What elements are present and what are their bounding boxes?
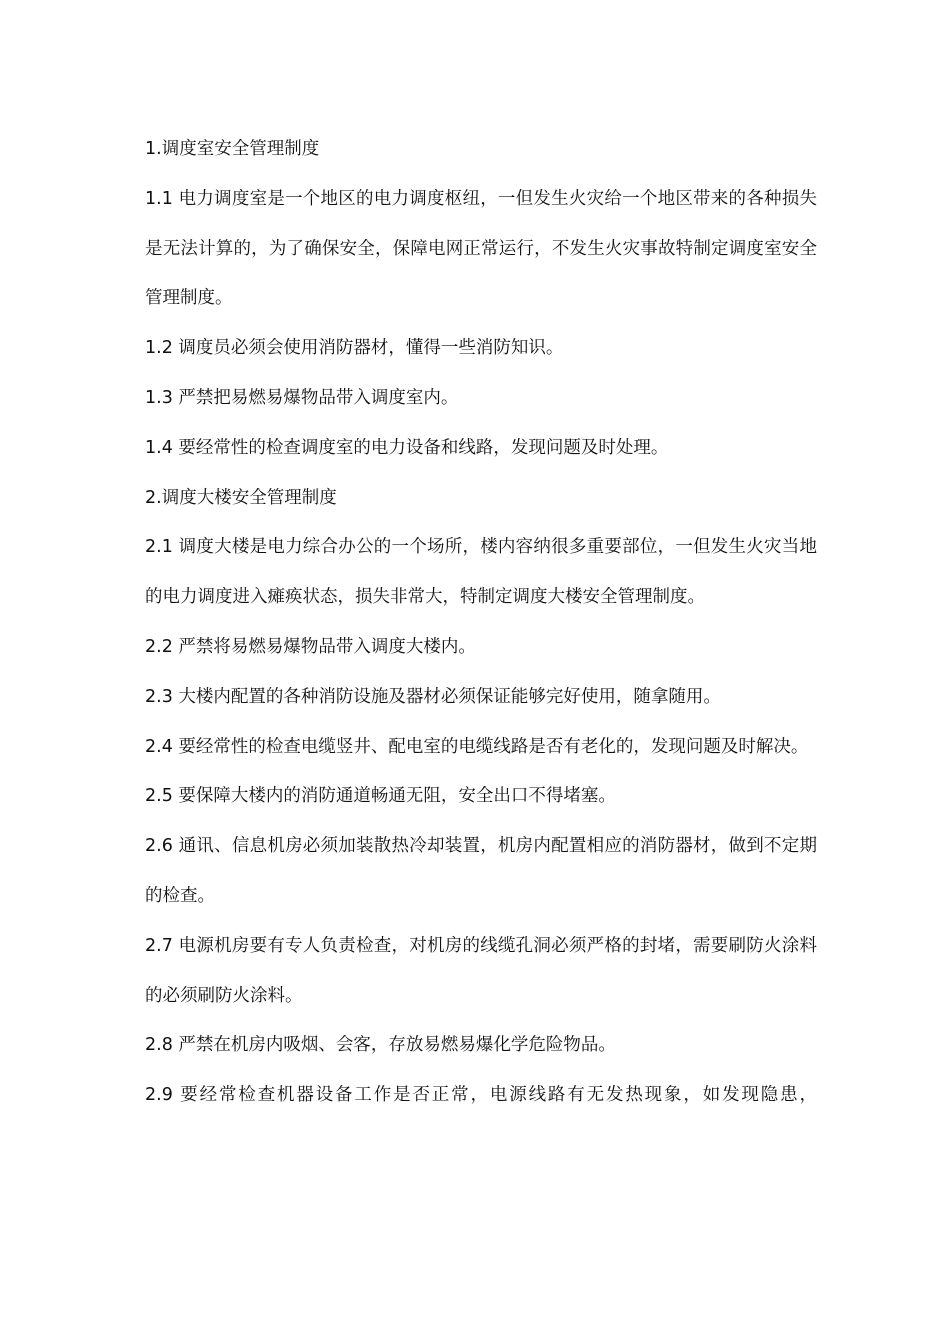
paragraph-2-3: 2.3 大楼内配置的各种消防设施及器材必须保证能够完好使用，随拿随用。 — [145, 686, 721, 707]
paragraph-1-2: 1.2 调度员必须会使用消防器材，懂得一些消防知识。 — [145, 338, 564, 359]
paragraph-2-2: 2.2 严禁将易燃易爆物品带入调度大楼内。 — [145, 636, 476, 657]
paragraph-2-1: 2.1 调度大楼是电力综合办公的一个场所，楼内容纳很多重要部位，一但发生火灾当地的电力调度进入瘫痪状态，损失非常大，特制定调度大楼安全管理制度。 — [145, 537, 817, 608]
section-heading-1: 1.调度室安全管理制度 — [145, 139, 320, 159]
paragraph-1-4: 1.4 要经常性的检查调度室的电力设备和线路，发现问题及时处理。 — [145, 437, 669, 458]
paragraph-2-9: 2.9 要经常检查机器设备工作是否正常，电源线路有无发热现象，如发现隐患， — [145, 1085, 817, 1106]
paragraph-1-3: 1.3 严禁把易燃易爆物品带入调度室内。 — [145, 387, 459, 408]
section-heading-2: 2.调度大楼安全管理制度 — [145, 487, 337, 508]
paragraph-2-5: 2.5 要保障大楼内的消防通道畅通无阻，安全出口不得堵塞。 — [145, 786, 616, 807]
paragraph-2-6: 2.6 通讯、信息机房必须加装散热冷却装置，机房内配置相应的消防器材，做到不定期的检查。 — [145, 836, 817, 906]
paragraph-1-1: 1.1 电力调度室是一个地区的电力调度枢纽，一但发生火灾给一个地区带来的各种损失是无法计算的，为了确保安全，保障电网正常运行，不发生火灾事故特制定调度室安全管理制度。 — [145, 188, 817, 309]
paragraph-2-8: 2.8 严禁在机房内吸烟、会客，存放易燃易爆化学危险物品。 — [145, 1035, 616, 1056]
paragraph-2-4: 2.4 要经常性的检查电缆竖井、配电室的电缆线路是否有老化的，发现问题及时解决。 — [145, 736, 809, 757]
paragraph-2-7: 2.7 电源机房要有专人负责检查，对机房的线缆孔洞必须严格的封堵，需要刷防火涂料的必须刷防火涂料。 — [145, 935, 817, 1006]
document-body — [145, 125, 817, 1121]
